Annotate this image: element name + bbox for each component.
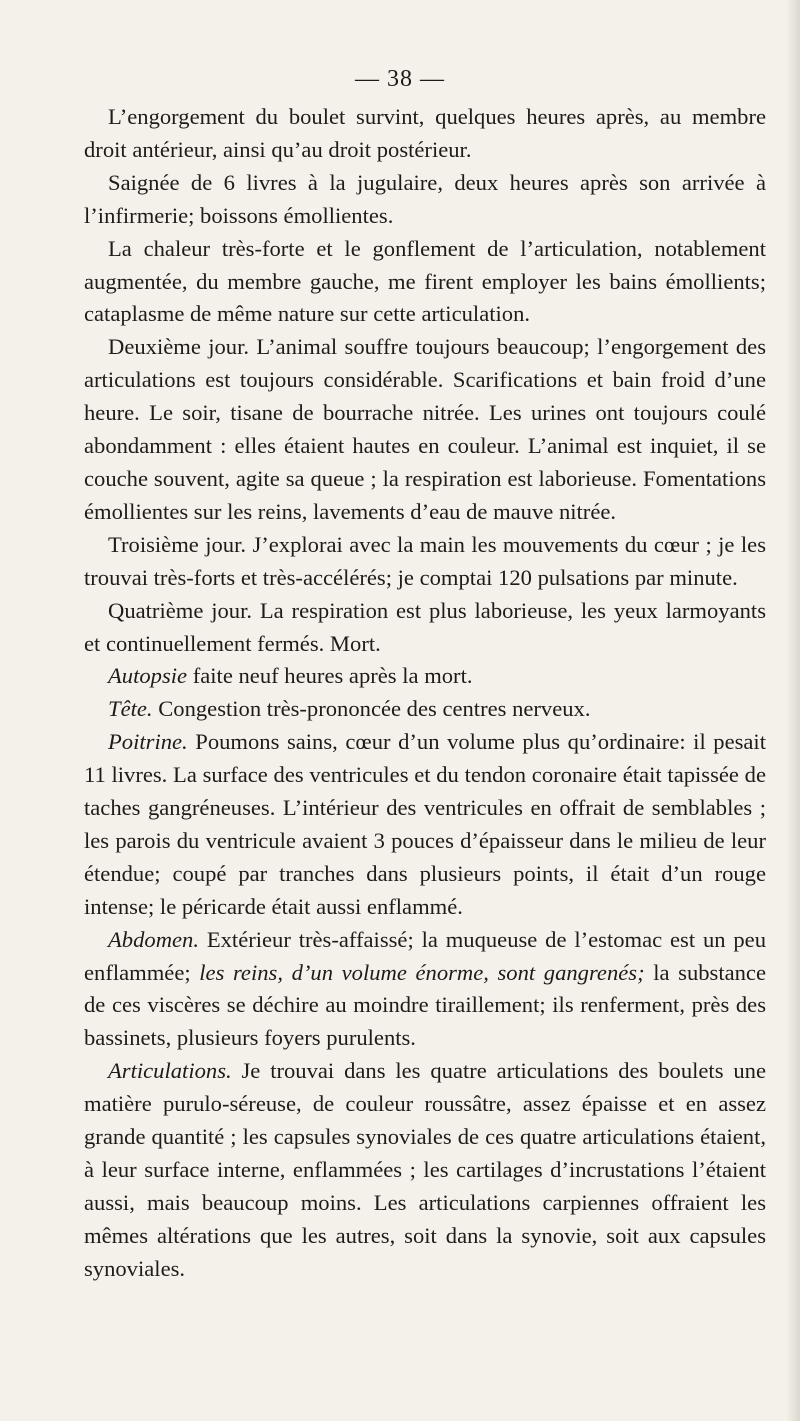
paragraph-text: Congestion très-prononcée des centres nerveux. (152, 696, 591, 722)
paragraph-poitrine (84, 726, 766, 923)
section-lead-abdomen: Abdomen. (108, 926, 199, 952)
paragraph-text: la substance de ces viscères se déchire au moindre tiraillement; ils renferment, près des bassinets, plusieurs foyers purulents. (84, 959, 766, 1051)
section-lead-articulations: Articulations. (108, 1058, 232, 1084)
paragraph-articulations (84, 1055, 766, 1285)
paragraph-text: Quatrième jour. La respiration est plus laborieuse, les yeux larmoyants et continuellement fermés. Mort. (84, 597, 766, 656)
paragraph-text: Deuxième jour. L’animal souffre toujours beaucoup; l’engorgement des articulations est toujours considérable. Scarifications et bain froid d’une heure. Le soir, tisane de bourrache nitrée. Les urines ont toujours coulé abondamment : elles étaient hautes en couleur. L’animal est inquiet, il se couche souvent, agite sa queue ; la respiration est laborieuse. Fomentations émollientes sur les reins, lavements d’eau de mauve nitrée. (84, 334, 766, 524)
paragraph-text: faite neuf heures après la mort. (187, 663, 473, 689)
paragraph-deuxieme-jour (84, 331, 766, 528)
paragraph-text: Poumons sains, cœur d’un volume plus qu’ordinaire: il pesait 11 livres. La surface des ventricules et du tendon coronaire était tapissée de taches gangréneuses. L’intérieur des ventricules en offrait de semblables ; les parois du ventricule avaient 3 pouces d’épaisseur dans le milieu de leur étendue; coupé par tranches dans plusieurs points, il était d’un rouge intense; le péricarde était aussi enflammé. (84, 729, 766, 919)
paragraph-text: Je trouvai dans les quatre articulations des boulets une matière purulo-séreuse, de couleur roussâtre, assez épaisse et en assez grande quantité ; les capsules synoviales de ces quatre articulations étaient, à leur surface interne, enflammées ; les cartilages d’incrustations l’étaient aussi, mais beaucoup moins. Les articulations carpiennes offraient les mêmes altérations que les autres, soit dans la synovie, soit aux capsules synoviales. (84, 1058, 766, 1281)
paragraph-italic-reins: les reins, d’un volume énorme, sont gangrenés; (199, 959, 645, 985)
page-number: — 38 — (355, 66, 445, 92)
paragraph-saignee (84, 167, 766, 233)
paragraph-autopsie (84, 660, 766, 693)
section-lead-autopsie: Autopsie (108, 663, 188, 689)
section-lead-tete: Tête. (108, 696, 153, 722)
paragraph-chaleur (84, 233, 766, 332)
paragraph-text: Saignée de 6 livres à la jugulaire, deux heures après son arrivée à l’infirmerie; boissons émollientes. (84, 169, 766, 228)
paragraph-abdomen (84, 924, 766, 1056)
paragraph-engorgement (84, 101, 766, 167)
paragraph-text: La chaleur très-forte et le gonflement de l’articulation, notablement augmentée, du membre gauche, me firent employer les bains émollients; cataplasme de même nature sur cette articulation. (84, 235, 766, 327)
paragraph-troisieme-jour (84, 529, 766, 595)
section-lead-poitrine: Poitrine. (108, 729, 188, 755)
paragraph-tete (84, 693, 766, 726)
paragraph-text: Troisième jour. J’explorai avec la main les mouvements du cœur ; je les trouvai très-forts et très-accélérés; je comptai 120 pulsations par minute. (84, 531, 766, 590)
page-edge-shadow (786, 0, 800, 1421)
paragraph-text: Extérieur très-affaissé; la muqueuse de l’estomac est un peu enflammée; (84, 926, 766, 985)
paragraph-text: L’engorgement du boulet survint, quelques heures après, au membre droit antérieur, ainsi qu’au droit postérieur. (84, 104, 766, 162)
paragraph-quatrieme-jour (84, 595, 766, 661)
body-text (84, 101, 766, 1286)
